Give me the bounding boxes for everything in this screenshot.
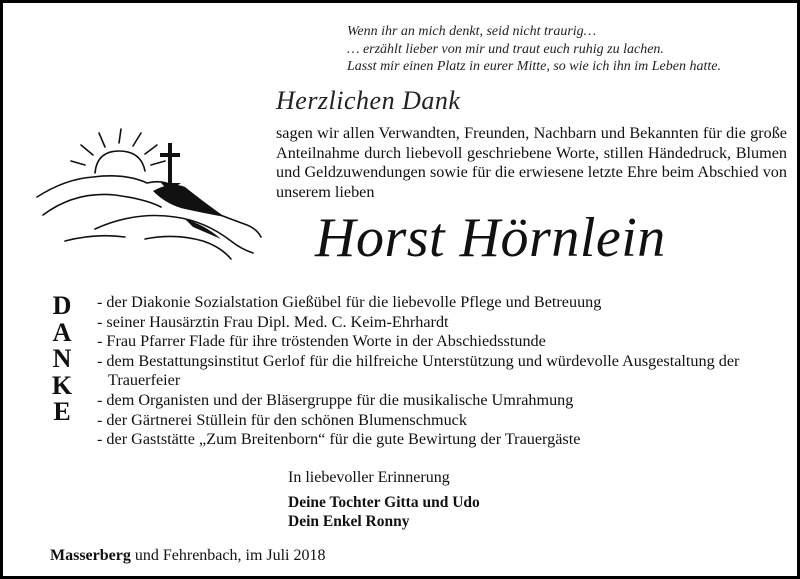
hill-line (43, 194, 161, 215)
danke-letter: D (52, 291, 72, 320)
signer: Dein Enkel Ronny (288, 513, 410, 530)
sun-ray (119, 129, 121, 143)
danke-vertical (45, 293, 79, 426)
danke-letter: K (51, 370, 73, 400)
sun-ray (81, 145, 93, 155)
sunset-hills-cross-illustration (35, 121, 265, 261)
sun-ray (151, 161, 165, 165)
sun-ray (133, 133, 141, 146)
poem-line: … erzählt lieber von mir und traut euch ruhig zu lachen. (347, 41, 664, 57)
list-item: - der Gaststätte „Zum Breitenborn“ für die gute Bewirtung der Trauergäste (97, 430, 581, 449)
poem-line: Lasst mir einen Platz in eurer Mitte, so wie ich ihn im Leben hatte. (347, 59, 721, 74)
hill-shadow (153, 185, 225, 217)
in-memory-line: In liebevoller Erinnerung (288, 469, 450, 486)
place-town: Masserberg (50, 547, 131, 564)
list-item: - seiner Hausärztin Frau Dipl. Med. C. Keim-Ehrhardt (97, 312, 449, 331)
list-item: - der Gärtnerei Stüllein für den schönen Blumenschmuck (97, 410, 467, 429)
cross-icon (160, 143, 181, 187)
poem-line: Wenn ihr an mich denkt, seid nicht traurig… (347, 24, 597, 39)
hill-line (65, 236, 125, 241)
list-item: - dem Bestattungsinstitut Gerlof für die hilfreiche Unterstützung und würdevolle Ausgestaltung der Trauerfeier (97, 351, 740, 390)
signers (288, 493, 480, 531)
sun (95, 151, 145, 173)
list-item: - dem Organisten und der Bläsergruppe für die musikalische Umrahmung (97, 390, 574, 409)
sun-ray (71, 161, 85, 165)
acknowledgement-list (97, 293, 787, 450)
deceased-name: Horst Hörnlein (315, 207, 666, 269)
hill-shadow (185, 219, 221, 239)
sun-ray (145, 145, 157, 154)
danke-letter: E (53, 397, 71, 426)
poem (347, 23, 787, 76)
danke-letter: A (52, 317, 72, 347)
thanks-text: sagen wir allen Verwandten, Freunden, Nachbarn und Bekannten für die große Anteilnahme durch liebevoll geschriebene Worte, stillen Händedruck, Blumen und Geldzuwendungen sowie für die erwiesene letzte Ehre beim Abschied von unserem lieben (276, 124, 787, 201)
place-date: und Fehrenbach, im Juli 2018 (130, 547, 326, 564)
danke-letter: N (52, 344, 72, 373)
hill-line (145, 236, 231, 259)
list-item: - Frau Pfarrer Flade für ihre tröstenden Worte in der Abschiedsstunde (97, 332, 546, 351)
hill-line (95, 216, 253, 254)
place-and-date (50, 547, 326, 565)
list-item: - der Diakonie Sozialstation Gießübel für die liebevolle Pflege und Betreuung (97, 293, 602, 311)
thanks-title: Herzlichen Dank (276, 86, 461, 115)
sun-ray (99, 133, 105, 147)
signer: Deine Tochter Gitta und Udo (288, 494, 480, 511)
